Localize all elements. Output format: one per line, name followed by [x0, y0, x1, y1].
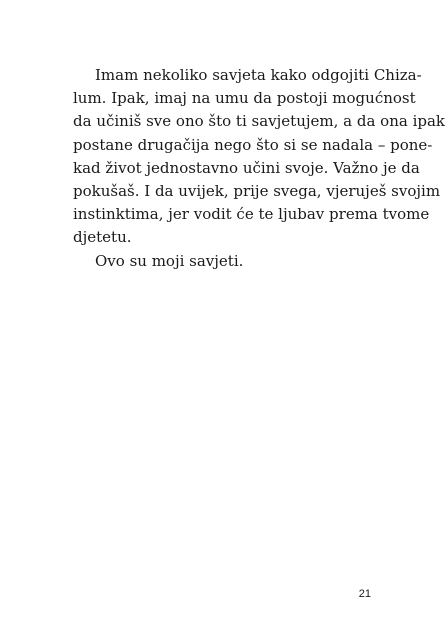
text-line: djetetu.: [73, 228, 132, 247]
paragraph-2: [73, 250, 371, 273]
text-line: postane drugačija nego što si se nadala – pone-: [73, 135, 433, 154]
text-line: Ovo su moji savjeti.: [95, 251, 244, 270]
text-line: pokušaš. I da uvijek, prije svega, vjeruješ svojim: [73, 181, 441, 200]
text-line: lum. Ipak, imaj na umu da postoji mogućnost: [73, 89, 416, 108]
page-number: 21: [358, 588, 371, 600]
text-line: da učiniš sve ono što ti savjetujem, a da ona ipak: [73, 112, 445, 131]
text-line: instinktima, jer vodit će te ljubav prema tvome: [73, 205, 430, 224]
paragraph-1: [73, 64, 445, 250]
text-line: Imam nekoliko savjeta kako odgojiti Chiza-: [95, 66, 422, 84]
text-line: kad život jednostavno učini svoje. Važno je da: [73, 158, 420, 177]
body-text: [73, 64, 445, 273]
